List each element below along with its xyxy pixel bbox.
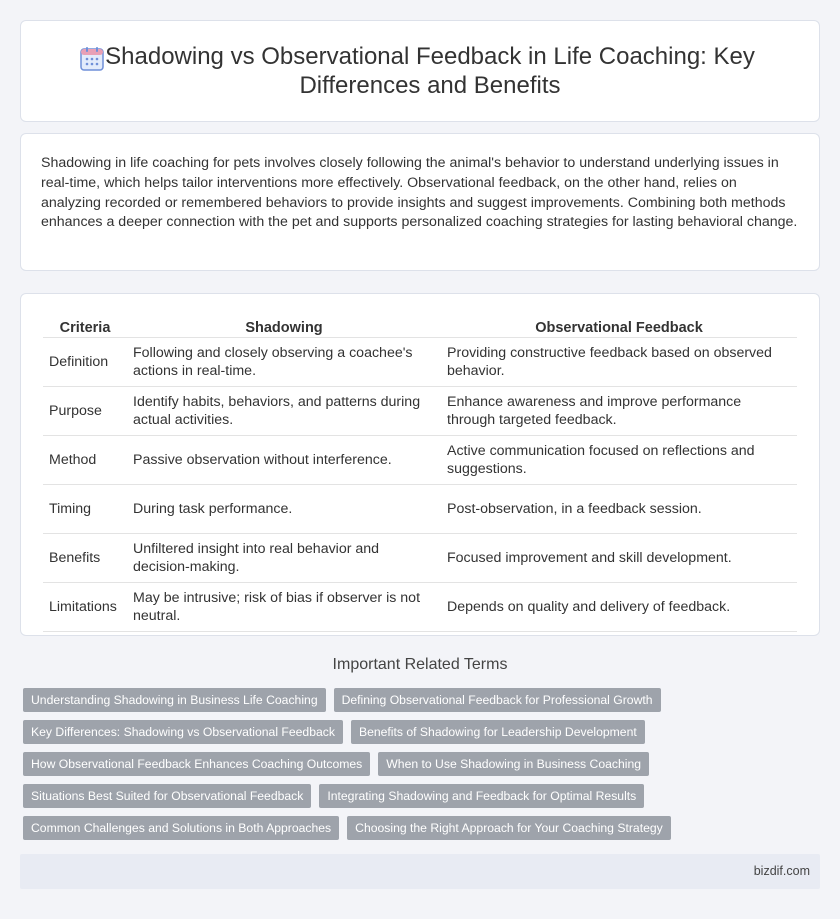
observational-feedback-cell: Enhance awareness and improve performance through targeted feedback. [441,387,797,436]
related-term-tag[interactable]: Common Challenges and Solutions in Both Approaches [23,816,339,840]
related-term-tag[interactable]: Key Differences: Shadowing vs Observational Feedback [23,720,343,744]
observational-feedback-cell: Focused improvement and skill development. [441,534,797,583]
related-term-tag[interactable]: Understanding Shadowing in Business Life Coaching [23,688,326,712]
criteria-cell: Benefits [43,534,127,583]
criteria-cell: Limitations [43,583,127,632]
related-terms-row [23,752,823,776]
table-row [43,583,797,632]
observational-feedback-cell: Providing constructive feedback based on observed behavior. [441,338,797,387]
related-term-tag[interactable]: Benefits of Shadowing for Leadership Development [351,720,645,744]
comparison-table [43,314,797,632]
column-header-observational-feedback: Observational Feedback [441,314,797,338]
related-term-tag[interactable]: Situations Best Suited for Observational Feedback [23,784,311,808]
related-terms-row [23,720,823,744]
related-terms-list [23,688,823,848]
observational-feedback-cell: Post-observation, in a feedback session. [441,485,797,534]
related-term-tag[interactable]: When to Use Shadowing in Business Coaching [378,752,649,776]
criteria-cell: Timing [43,485,127,534]
related-term-tag[interactable]: Integrating Shadowing and Feedback for Optimal Results [319,784,644,808]
footer [20,854,820,889]
intro-card [20,133,820,271]
related-terms-row [23,816,823,840]
column-header-shadowing: Shadowing [127,314,441,338]
shadowing-cell: Passive observation without interference. [127,436,441,485]
shadowing-cell: Identify habits, behaviors, and patterns during actual activities. [127,387,441,436]
table-row [43,387,797,436]
column-header-criteria: Criteria [43,314,127,338]
table-row [43,436,797,485]
criteria-cell: Method [43,436,127,485]
table-row [43,485,797,534]
intro-text: Shadowing in life coaching for pets involves closely following the animal's behavior to understand underlying issues in real-time, which helps tailor interventions more effectively. Observational feedback, on the other hand, relies on analyzing recorded or remembered behaviors to provide insights and suggest improvements. Combining both methods enhances a deeper connection with the pet and supports personalized coaching strategies for lasting behavioral change. [41,155,798,231]
table-row [43,338,797,387]
header-card [20,20,820,122]
observational-feedback-cell: Depends on quality and delivery of feedback. [441,583,797,632]
page-title: Shadowing vs Observational Feedback in Life Coaching: Key Differences and Benefits [105,43,755,99]
observational-feedback-cell: Active communication focused on reflections and suggestions. [441,436,797,485]
criteria-cell: Definition [43,338,127,387]
criteria-cell: Purpose [43,387,127,436]
shadowing-cell: May be intrusive; risk of bias if observer is not neutral. [127,583,441,632]
footer-site: bizdif.com [753,864,810,878]
related-term-tag[interactable]: Choosing the Right Approach for Your Coaching Strategy [347,816,671,840]
related-terms-title: Important Related Terms [332,656,508,673]
related-term-tag[interactable]: Defining Observational Feedback for Professional Growth [334,688,661,712]
table-header-row [43,314,797,338]
related-term-tag[interactable]: How Observational Feedback Enhances Coaching Outcomes [23,752,370,776]
shadowing-cell: During task performance. [127,485,441,534]
shadowing-cell: Following and closely observing a coachee's actions in real-time. [127,338,441,387]
comparison-table-card [20,293,820,636]
related-terms-row [23,784,823,808]
shadowing-cell: Unfiltered insight into real behavior and decision-making. [127,534,441,583]
related-terms-row [23,688,823,712]
table-row [43,534,797,583]
